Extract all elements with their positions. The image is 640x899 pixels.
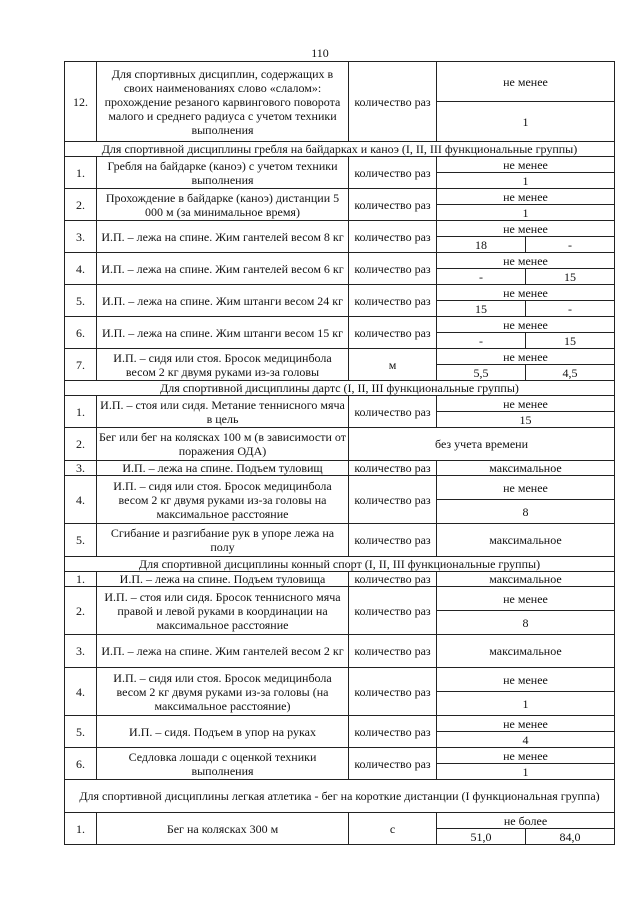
unit: количество раз [349, 572, 437, 587]
item-number: 4. [65, 476, 97, 524]
exercise-name: Для спортивных дисциплин, содержащих в своих наименованиях слово «слалом»: прохождение резаного карвингового поворота малого и среднего радиуса с учетом техники выполнения [97, 62, 349, 142]
qualifier: не менее [437, 221, 615, 237]
qualifier: не менее [437, 285, 615, 301]
page-number: 110 [311, 46, 329, 60]
unit: количество раз [349, 317, 437, 349]
unit: количество раз [349, 635, 437, 668]
table-row [65, 157, 615, 173]
table-row [65, 189, 615, 205]
table-row [65, 524, 615, 557]
item-number: 5. [65, 285, 97, 317]
item-number: 1. [65, 572, 97, 587]
exercise-name: И.П. – лежа на спине. Жим штанги весом 15 кг [97, 317, 349, 349]
unit: количество раз [349, 524, 437, 557]
exercise-name: И.П. – лежа на спине. Жим штанги весом 24 кг [97, 285, 349, 317]
qualifier: не менее [437, 317, 615, 333]
item-number: 2. [65, 428, 97, 461]
qualifier: максимальное [437, 461, 615, 476]
table-row [65, 317, 615, 333]
item-number: 2. [65, 587, 97, 635]
exercise-name: И.П. – лежа на спине. Жим гантелей весом 6 кг [97, 253, 349, 285]
table-row [65, 428, 615, 461]
qualifier: не менее [437, 349, 615, 365]
qualifier: максимальное [437, 572, 615, 587]
unit: количество раз [349, 253, 437, 285]
value: 15 [437, 301, 526, 317]
exercise-name: И.П. – лежа на спине. Жим гантелей весом 2 кг [97, 635, 349, 668]
section-row [65, 557, 615, 572]
value: - [437, 269, 526, 285]
section-row [65, 142, 615, 157]
exercise-name: И.П. – сидя или стоя. Бросок медицинбола весом 2 кг двумя руками из-за головы на максимальное расстояние [97, 476, 349, 524]
value: 1 [437, 764, 615, 780]
value: - [526, 301, 615, 317]
item-number: 3. [65, 221, 97, 253]
qualifier: не менее [437, 62, 615, 102]
value: 8 [437, 611, 615, 635]
exercise-name: Седловка лошади с оценкой техники выполнения [97, 748, 349, 780]
standards-table [64, 61, 615, 845]
section-row [65, 381, 615, 396]
qualifier: не менее [437, 253, 615, 269]
value: 4 [437, 732, 615, 748]
qualifier: не менее [437, 396, 615, 412]
item-number: 4. [65, 668, 97, 716]
unit: количество раз [349, 587, 437, 635]
item-number: 4. [65, 253, 97, 285]
value: 5,5 [437, 365, 526, 381]
unit: количество раз [349, 748, 437, 780]
qualifier: без учета времени [349, 428, 615, 461]
table-row [65, 461, 615, 476]
value: 1 [437, 173, 615, 189]
value: 15 [437, 412, 615, 428]
value: 18 [437, 237, 526, 253]
item-number: 3. [65, 635, 97, 668]
section-title: Для спортивной дисциплины конный спорт (I, II, III функциональные группы) [65, 557, 615, 572]
item-number: 1. [65, 157, 97, 189]
exercise-name: И.П. – сидя или стоя. Бросок медицинбола весом 2 кг двумя руками из-за головы [97, 349, 349, 381]
table-row [65, 716, 615, 732]
value: - [437, 333, 526, 349]
exercise-name: И.П. – сидя или стоя. Бросок медицинбола весом 2 кг двумя руками из-за головы (на максимальное расстояние) [97, 668, 349, 716]
unit: количество раз [349, 189, 437, 221]
table-row [65, 221, 615, 237]
item-number: 6. [65, 748, 97, 780]
qualifier: не менее [437, 716, 615, 732]
value: 51,0 [437, 829, 526, 845]
unit: количество раз [349, 668, 437, 716]
table-row [65, 668, 615, 692]
exercise-name: И.П. – лежа на спине. Подъем туловищ [97, 461, 349, 476]
exercise-name: Бег на колясках 300 м [97, 813, 349, 845]
exercise-name: Сгибание и разгибание рук в упоре лежа на полу [97, 524, 349, 557]
item-number: 7. [65, 349, 97, 381]
unit: с [349, 813, 437, 845]
qualifier: не менее [437, 189, 615, 205]
value: 1 [437, 205, 615, 221]
item-number: 5. [65, 716, 97, 748]
section-row [65, 780, 615, 813]
table-row [65, 349, 615, 365]
exercise-name: И.П. – лежа на спине. Подъем туловища [97, 572, 349, 587]
item-number: 1. [65, 396, 97, 428]
item-number: 12. [65, 62, 97, 142]
table-row [65, 476, 615, 500]
table-row [65, 62, 615, 102]
section-title: Для спортивной дисциплины дартс (I, II, III функциональные группы) [65, 381, 615, 396]
qualifier: не менее [437, 748, 615, 764]
value: 84,0 [526, 829, 615, 845]
exercise-name: И.П. – лежа на спине. Жим гантелей весом 8 кг [97, 221, 349, 253]
qualifier: максимальное [437, 524, 615, 557]
value: 1 [437, 102, 615, 142]
unit: количество раз [349, 157, 437, 189]
table-row [65, 396, 615, 412]
item-number: 3. [65, 461, 97, 476]
qualifier: не менее [437, 476, 615, 500]
unit: количество раз [349, 221, 437, 253]
exercise-name: Гребля на байдарке (каноэ) с учетом техники выполнения [97, 157, 349, 189]
table-row [65, 572, 615, 587]
table-row [65, 587, 615, 611]
unit: количество раз [349, 461, 437, 476]
item-number: 1. [65, 813, 97, 845]
exercise-name: И.П. – сидя. Подъем в упор на руках [97, 716, 349, 748]
qualifier: максимальное [437, 635, 615, 668]
section-title: Для спортивной дисциплины легкая атлетика - бег на короткие дистанции (I функциональная группа) [65, 780, 615, 813]
exercise-name: Бег или бег на колясках 100 м (в зависимости от поражения ОДА) [97, 428, 349, 461]
value: - [526, 237, 615, 253]
unit: количество раз [349, 62, 437, 142]
value: 1 [437, 692, 615, 716]
exercise-name: Прохождение в байдарке (каноэ) дистанции 5 000 м (за минимальное время) [97, 189, 349, 221]
table-row [65, 813, 615, 829]
table-row [65, 635, 615, 668]
section-title: Для спортивной дисциплины гребля на байдарках и каноэ (I, II, III функциональные группы) [65, 142, 615, 157]
value: 8 [437, 500, 615, 524]
qualifier: не менее [437, 157, 615, 173]
qualifier: не более [437, 813, 615, 829]
item-number: 6. [65, 317, 97, 349]
qualifier: не менее [437, 587, 615, 611]
unit: количество раз [349, 476, 437, 524]
unit: количество раз [349, 285, 437, 317]
value: 15 [526, 269, 615, 285]
unit: м [349, 349, 437, 381]
unit: количество раз [349, 716, 437, 748]
item-number: 2. [65, 189, 97, 221]
table-row [65, 285, 615, 301]
value: 15 [526, 333, 615, 349]
item-number: 5. [65, 524, 97, 557]
table-row [65, 253, 615, 269]
exercise-name: И.П. – стоя или сидя. Бросок теннисного мяча правой и левой руками в координации на максимальное расстояние [97, 587, 349, 635]
value: 4,5 [526, 365, 615, 381]
qualifier: не менее [437, 668, 615, 692]
unit: количество раз [349, 396, 437, 428]
table-row [65, 748, 615, 764]
exercise-name: И.П. – стоя или сидя. Метание теннисного мяча в цель [97, 396, 349, 428]
